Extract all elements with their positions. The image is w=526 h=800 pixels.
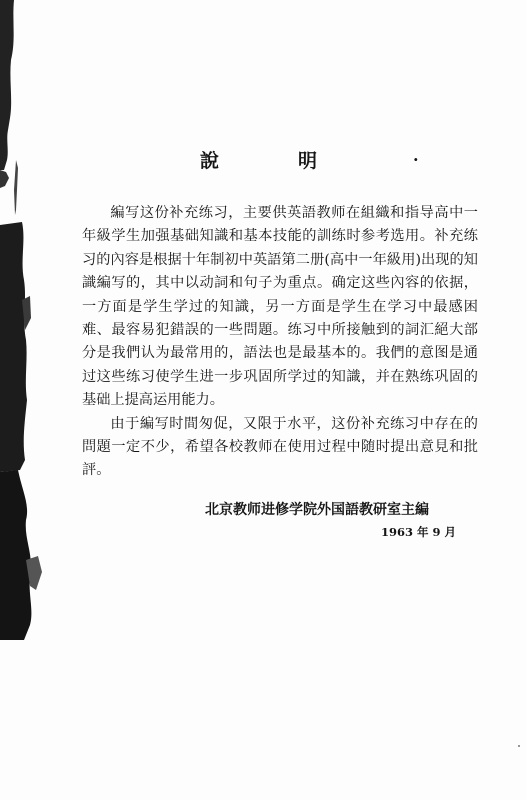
paragraph-1: 編写这份补充练习，主要供英語教师在組織和指导高中一年級学生加强基础知識和基本技能的訓练时参考选用。补充练习的內容是根据十年制初中英語第二册(高中一年級用)出现的知識編写的，其中以动詞和句子为重点。确定这些內容的依据，一方面是学生学过的知識，另一方面是学生在学习中最感困难、最容易犯錯誤的一些問題。练习中所接触到的詞汇絕大部分是我們认为最常用的，語法也是最基本的。我們的意图是通过这些练习使学生进一步巩固所学过的知識，并在熟练巩固的基础上提高运用能力。 (82, 205, 478, 409)
title-mark: · (413, 150, 419, 169)
preface-body (82, 202, 478, 483)
page-title: 說 明 (200, 150, 348, 172)
paragraph-2: 由于編写时間匆促，又限于水平，这份补充练习中存在的問題一定不少，希望各校教师在使用过程中随时提出意見和批評。 (82, 415, 478, 479)
scan-speck (518, 745, 520, 747)
signature: 北京教师进修学院外国語教研室主編 (205, 502, 429, 518)
date: 1963 年 9 月 (381, 525, 457, 539)
scanned-binding-edge (0, 0, 44, 640)
